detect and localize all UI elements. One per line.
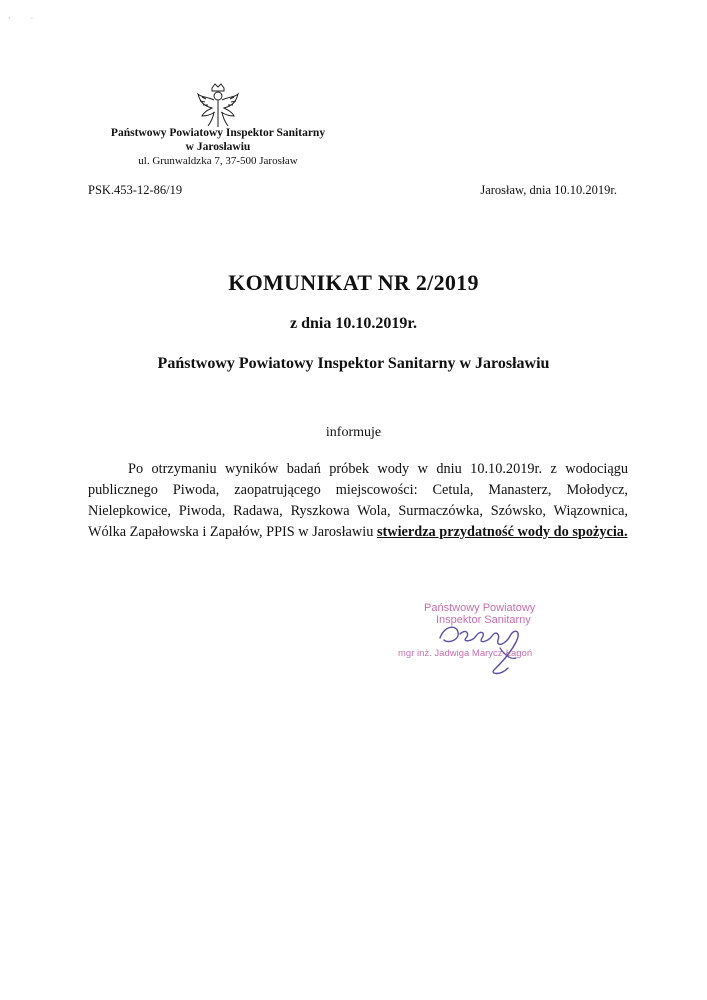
stamp-signatory: mgr inż. Jadwiga Marycz-Łagoń xyxy=(398,648,533,659)
body-paragraph xyxy=(88,459,628,543)
eagle-emblem-icon xyxy=(196,82,240,128)
scan-artifact: · · xyxy=(8,14,34,23)
stamp-line-2: Inspektor Sanitarny xyxy=(436,614,531,626)
handwritten-signature xyxy=(430,608,540,678)
place-date: Jarosław, dnia 10.10.2019r. xyxy=(480,183,617,197)
issuer-name: Państwowy Powiatowy Inspektor Sanitarny xyxy=(110,127,326,139)
document-title: KOMUNIKAT NR 2/2019 xyxy=(228,270,479,295)
body-emphasis: stwierdza przydatność wody do spożycia. xyxy=(376,524,628,540)
reference-number: PSK.453-12-86/19 xyxy=(88,183,183,197)
issuer-address: ul. Grunwaldzka 7, 37-500 Jarosław xyxy=(138,155,298,167)
body-text: Po otrzymaniu wyników badań próbek wody w dniu 10.10.2019r. z wodociągu publicznego Piwoda, zaopatrującego miejscowości: Cetula, Manasterz, Mołodycz, Nielepkowice, Piwoda, Radawa, Ryszkowa Wola, Surmaczówka, Szówsko, Wiązownica, Wólka Zapałowska i Zapałów, PPIS w Jarosławiu xyxy=(88,461,628,540)
informs-line: informuje xyxy=(325,425,382,440)
authority-line: Państwowy Powiatowy Inspektor Sanitarny w Jarosławiu xyxy=(157,355,550,372)
issuer-header xyxy=(90,126,346,169)
issuer-location: w Jarosławiu xyxy=(185,141,251,153)
document-date: z dnia 10.10.2019r. xyxy=(290,315,417,332)
stamp-line-1: Państwowy Powiatowy xyxy=(424,602,536,614)
